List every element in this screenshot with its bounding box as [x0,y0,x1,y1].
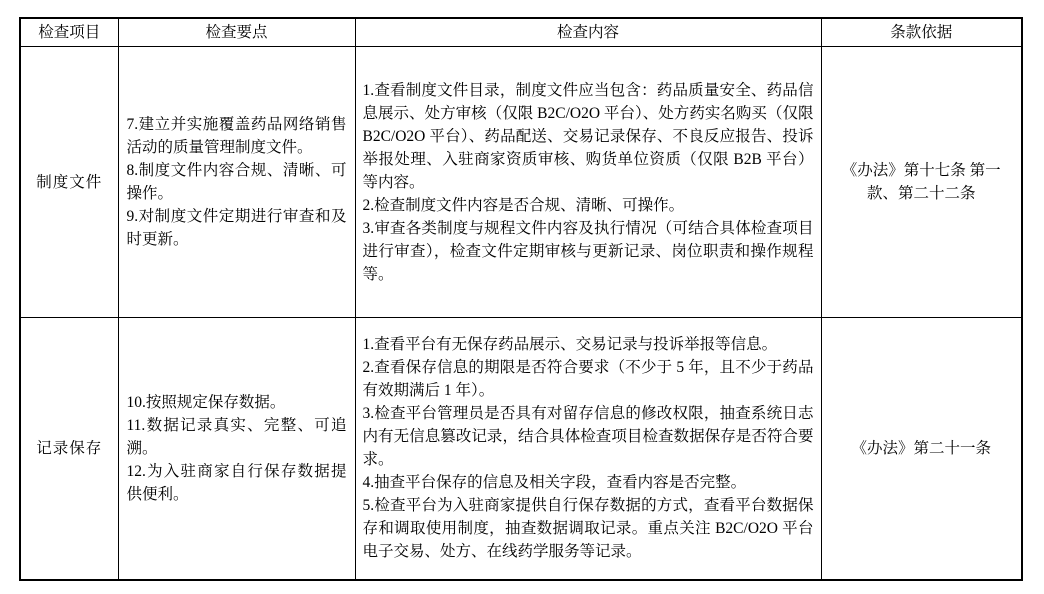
header-clause-basis: 条款依据 [821,18,1022,47]
point-paragraph: 9.对制度文件定期进行审查和及时更新。 [126,208,347,248]
cell-item-system-documents: 制度文件 [20,47,118,318]
content-paragraph: 3.检查平台管理员是否具有对留存信息的修改权限，抽查系统日志内有无信息篡改记录，结合具体检查项目检查数据保存是否符合要求。 [362,405,814,469]
cell-points [118,318,355,580]
cell-item-record-keeping: 记录保存 [20,318,118,580]
content-paragraph: 2.检查制度文件内容是否合规、清晰、可操作。 [362,196,685,214]
point-paragraph: 11.数据记录真实、完整、可追溯。 [126,416,347,457]
point-paragraph: 8.制度文件内容合规、清晰、可操作。 [126,162,347,202]
cell-points [118,47,355,318]
table-row [20,47,1022,318]
header-inspection-item: 检查项目 [20,18,118,47]
header-inspection-points: 检查要点 [118,18,355,47]
table-row [20,318,1022,580]
content-paragraph: 3.审查各类制度与规程文件内容及执行情况（可结合具体检查项目进行审查），检查文件定期审核与更新记录、岗位职责和操作规程等。 [362,219,814,283]
cell-content [355,318,821,580]
cell-basis: 《办法》第二十一条 [821,318,1022,580]
cell-content [355,47,821,318]
cell-basis: 《办法》第十七条 第一款、第二十二条 [821,47,1022,318]
content-paragraph: 2.查看保存信息的期限是否符合要求（不少于 5 年，且不少于药品有效期满后 1 年）。 [362,359,814,400]
content-paragraph: 4.抽查平台保存的信息及相关字段，查看内容是否完整。 [362,474,747,492]
header-inspection-content: 检查内容 [355,18,821,47]
point-paragraph: 12.为入驻商家自行保存数据提供便利。 [126,462,347,503]
content-paragraph: 1.查看制度文件目录，制度文件应当包含：药品质量安全、药品信息展示、处方审核（仅限 B2C/O2O 平台）、处方药实名购买（仅限 B2C/O2O 平台）、药品配送、交易记录保存、不良反应报告、投诉举报处理、入驻商家资质审核、购货单位资质（仅限 B2B 平台）等内容。 [362,81,814,191]
table-header-row [20,18,1022,47]
content-paragraph: 1.查看平台有无保存药品展示、交易记录与投诉举报等信息。 [362,336,778,354]
point-paragraph: 7.建立并实施覆盖药品网络销售活动的质量管理制度文件。 [126,116,347,156]
inspection-table [19,17,1023,581]
point-paragraph: 10.按照规定保存数据。 [126,393,286,411]
content-paragraph: 5.检查平台为入驻商家提供自行保存数据的方式，查看平台数据保存和调取使用制度，抽查数据调取记录。重点关注 B2C/O2O 平台电子交易、处方、在线药学服务等记录。 [362,497,814,561]
